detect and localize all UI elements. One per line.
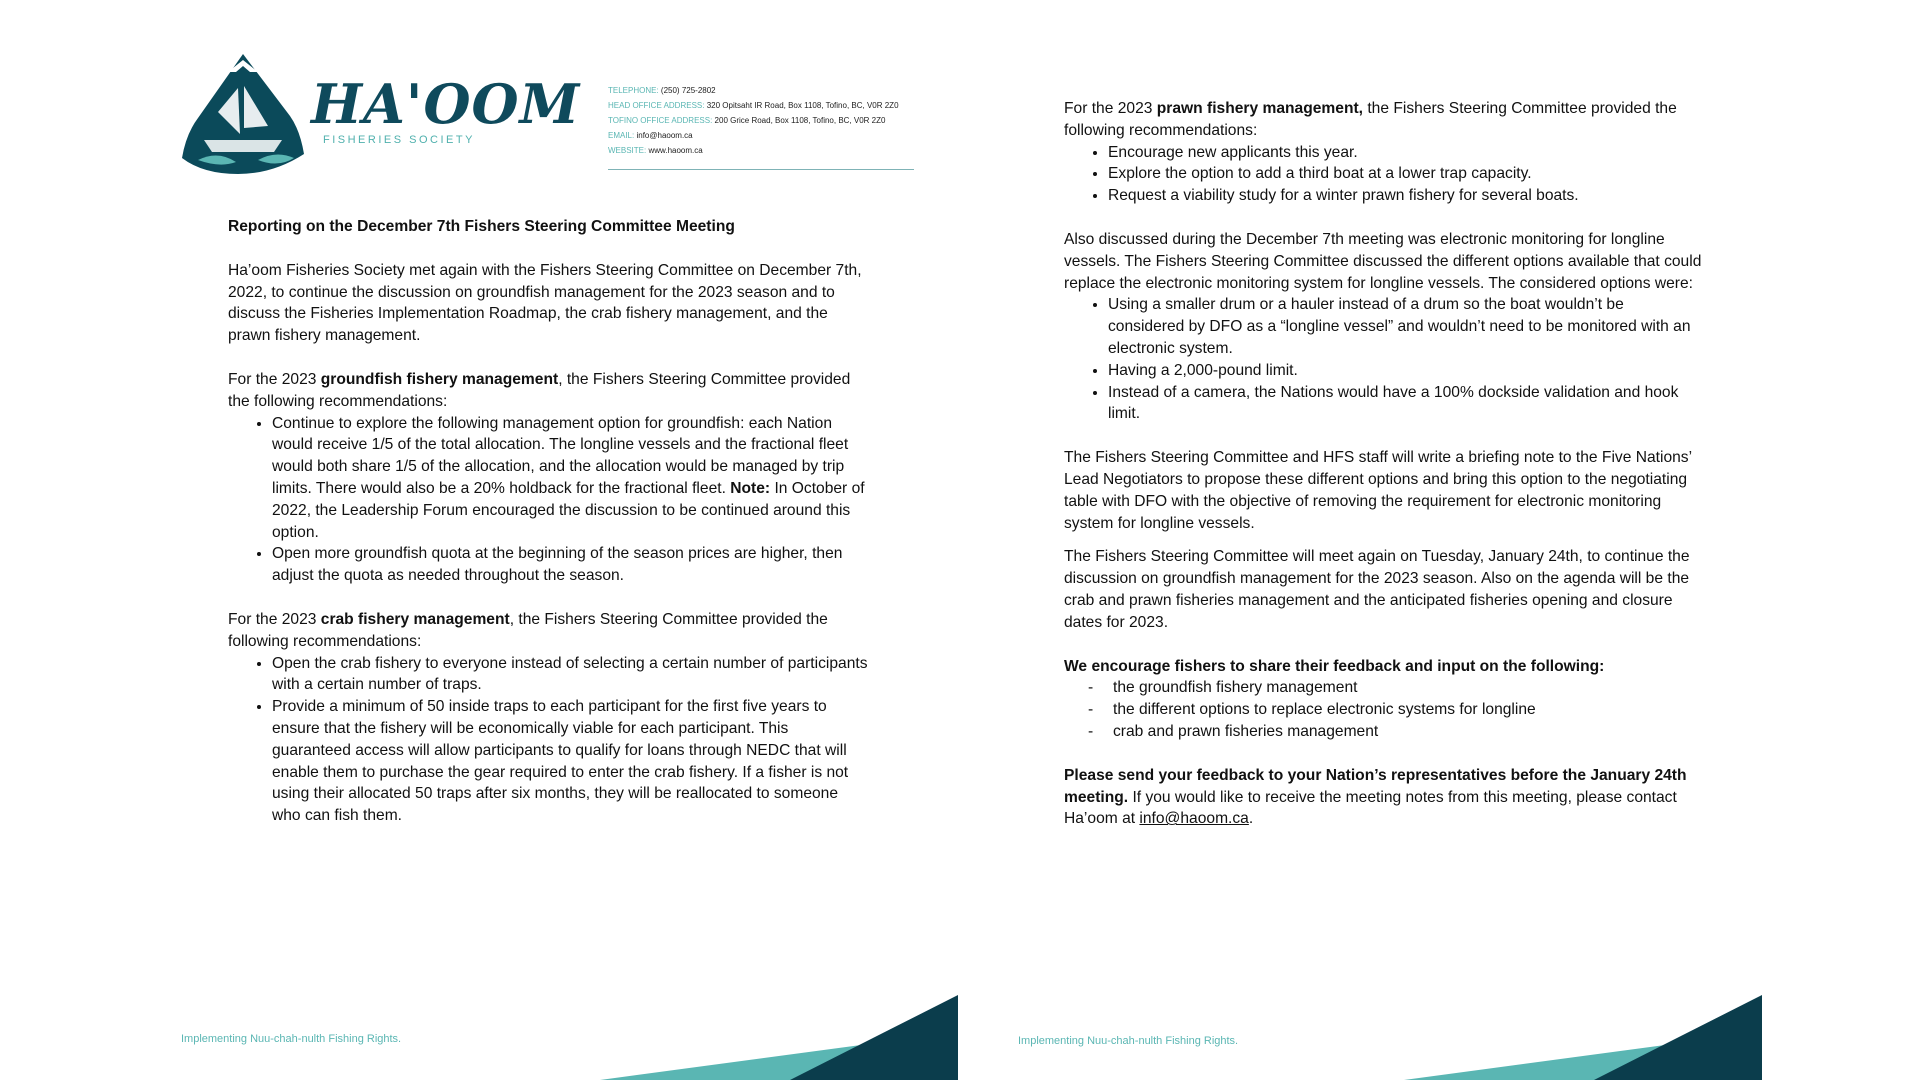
left-body: [228, 216, 868, 827]
document-page-1: [0, 0, 958, 1080]
crab-list: [228, 653, 868, 827]
contact-tofino-office: TOFINO OFFICE ADDRESS: 200 Grice Road, Box 1108, Tofino, BC, V0R 2Z0: [608, 116, 886, 125]
closing-paragraph: Please send your feedback to your Nation’s representatives before the January 24th meeting. If you would like to receive the meeting notes from this meeting, please contact Ha’oom at info@haoom.ca.: [1064, 766, 1687, 828]
contact-website: WEBSITE: www.haoom.ca: [608, 146, 703, 155]
footer-triangle-graphic: [600, 995, 958, 1080]
list-item: - crab and prawn fisheries management: [1064, 721, 1704, 743]
list-item: • Request a viability study for a winter prawn fishery for several boats.: [1108, 185, 1704, 207]
groundfish-list: [228, 413, 868, 587]
list-item: • Continue to explore the following management option for groundfish: each Nation would receive 1/5 of the total allocation. The longline vessels and the fractional fleet would both share 1/5 of the allocation, and the allocation would be managed by trip limits. There would also be a 20% holdback for the fractional fleet. Note: In October of 2022, the Leadership Forum encouraged the discussion to be continued around this option.: [272, 413, 868, 544]
list-item: • Using a smaller drum or a hauler instead of a drum so the boat wouldn’t be considered by DFO as a “longline vessel” and wouldn’t need to be monitored with an electronic system.: [1108, 294, 1704, 359]
fish-emblem-icon: [178, 50, 308, 175]
list-item: • Explore the option to add a third boat at a lower trap capacity.: [1108, 163, 1704, 185]
prawn-paragraph: For the 2023 prawn fishery management, the Fishers Steering Committee provided the following recommendations:: [1064, 100, 1677, 139]
groundfish-paragraph: For the 2023 groundfish fishery management, the Fishers Steering Committee provided the following recommendations:: [228, 370, 851, 410]
list-item: • Instead of a camera, the Nations would have a 100% dockside validation and hook limit.: [1108, 382, 1704, 426]
document-page-2: [962, 0, 1920, 1080]
next-meeting-paragraph: The Fishers Steering Committee will meet again on Tuesday, January 24th, to continue the discussion on groundfish management for the 2023 season. Also on the agenda will be the crab and prawn fisheries management and the anticipated fisheries opening and closure dates for 2023.: [1064, 548, 1690, 631]
page-title: Reporting on the December 7th Fishers Steering Committee Meeting: [228, 218, 735, 235]
crab-paragraph: For the 2023 crab fishery management, the Fishers Steering Committee provided the following recommendations:: [228, 610, 828, 650]
list-item: • Encourage new applicants this year.: [1108, 142, 1704, 164]
contact-telephone: TELEPHONE: (250) 725-2802: [608, 86, 716, 95]
haoom-logo: [178, 50, 581, 175]
logo-wordmark: HA'OOM: [311, 72, 581, 136]
right-body: [1064, 98, 1704, 830]
list-item: • Having a 2,000-pound limit.: [1108, 360, 1704, 382]
contact-block: [608, 83, 899, 158]
email-link[interactable]: info@haoom.ca: [1139, 810, 1249, 828]
footer-triangle-graphic: [1404, 995, 1762, 1080]
list-item: - the groundfish fishery management: [1064, 677, 1704, 699]
electronic-monitoring-list: [1064, 294, 1704, 425]
contact-head-office: HEAD OFFICE ADDRESS: 320 Opitsaht IR Road, Box 1108, Tofino, BC, V0R 2Z0: [608, 101, 899, 110]
list-item: • Provide a minimum of 50 inside traps to each participant for the first five years to ensure that the fishery will be economically viable for each participant. This guaranteed access will allow participants to qualify for loans through NEDC that will enable them to purchase the gear required to enter the crab fishery. If a fisher is not using their allocated 50 traps after six months, they will be reallocated to someone who can fish them.: [272, 696, 868, 827]
list-item: • Open more groundfish quota at the beginning of the season prices are higher, then adjust the quota as needed throughout the season.: [272, 543, 868, 587]
list-item: • Open the crab fishery to everyone instead of selecting a certain number of participants with a certain number of traps.: [272, 653, 868, 697]
feedback-list: [1064, 677, 1704, 742]
feedback-heading: We encourage fishers to share their feedback and input on the following:: [1064, 657, 1605, 675]
list-item: - the different options to replace electronic systems for longline: [1064, 699, 1704, 721]
electronic-monitoring-paragraph: Also discussed during the December 7th meeting was electronic monitoring for longline vessels. The Fishers Steering Committee discussed the different options available that could replace the electronic monitoring system for longline vessels. The considered options were:: [1064, 230, 1702, 292]
prawn-list: [1064, 142, 1704, 207]
contact-divider: [608, 169, 914, 170]
briefing-paragraph: The Fishers Steering Committee and HFS staff will write a briefing note to the Five Nations’ Lead Negotiators to propose these different options and bring this option to the negotiating table with DFO with the objective of removing the requirement for electronic monitoring system for longline vessels.: [1064, 449, 1692, 532]
contact-email: EMAIL: info@haoom.ca: [608, 131, 693, 140]
footer-tagline: Implementing Nuu-chah-nulth Fishing Rights.: [1018, 1035, 1239, 1047]
footer-tagline: Implementing Nuu-chah-nulth Fishing Rights.: [181, 1033, 402, 1045]
logo-subtitle: FISHERIES SOCIETY: [323, 134, 475, 146]
intro-paragraph: Ha’oom Fisheries Society met again with the Fishers Steering Committee on December 7th, 2022, to continue the discussion on groundfish management for the 2023 season and to discuss the Fisheries Implementation Roadmap, the crab fishery management, and the prawn fishery management.: [228, 261, 862, 345]
